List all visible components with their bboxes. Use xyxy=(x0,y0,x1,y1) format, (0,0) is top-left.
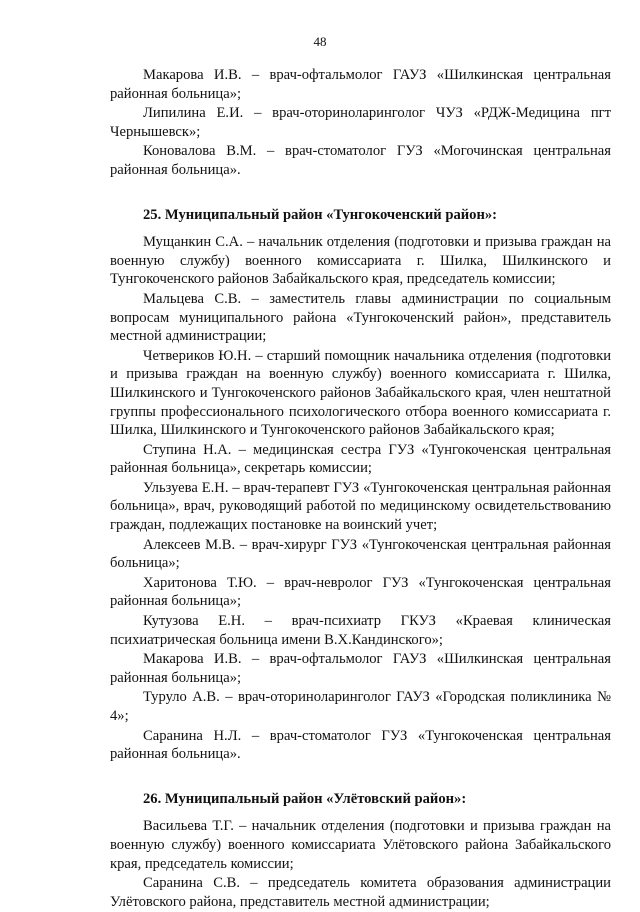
page-number: 48 xyxy=(313,34,327,49)
paragraph: Липилина Е.И. – врач-оториноларинголог ЧУЗ «РДЖ-Медицина пгт Чернышевск»; xyxy=(110,105,611,140)
section-heading: 25. Муниципальный район «Тунгокоченский район»: xyxy=(143,206,498,223)
paragraph: Четвериков Ю.Н. – старший помощник начальника отделения (подготовки и призыва граждан на военную службу) военного комиссариата г. Шилка, Шилкинского и Тунгокоченского районов Забайкальского края, член нештатной группы профессионального психологического отбора военного комиссариата г. Шилка, Шилкинского и Тунгокоченского районов Забайкальского края; xyxy=(110,347,611,439)
paragraph: Коновалова В.М. – врач-стоматолог ГУЗ «Могочинская центральная районная больница». xyxy=(110,143,611,178)
paragraph: Кутузова Е.Н. – врач-психиатр ГКУЗ «Краевая клиническая психиатрическая больница имени В.Х.Кандинского»; xyxy=(110,613,611,648)
paragraph: Туруло А.В. – врач-оториноларинголог ГАУЗ «Городская поликлиника № 4»; xyxy=(110,689,611,724)
paragraph: Ульзуева Е.Н. – врач-терапевт ГУЗ «Тунгокоченская центральная районная больница», врач, руководящий работой по медицинскому освидетельствованию граждан, подлежащих постановке на воинский учет; xyxy=(110,479,611,534)
paragraph: Мальцева С.В. – заместитель главы администрации по социальным вопросам муниципального района «Тунгокоченский район», представитель местной администрации; xyxy=(110,290,611,345)
paragraph: Саранина С.В. – председатель комитета образования администрации Улётовского района, представитель местной администрации; xyxy=(110,875,611,910)
paragraph: Ступина Н.А. – медицинская сестра ГУЗ «Тунгокоченская центральная районная больница», секретарь комиссии; xyxy=(110,441,611,477)
paragraph: Макарова И.В. – врач-офтальмолог ГАУЗ «Шилкинская центральная районная больница»; xyxy=(110,651,611,686)
paragraph: Мущанкин С.А. – начальник отделения (подготовки и призыва граждан на военную службу) военного комиссариата г. Шилка, Шилкинского и Тунгокоченского районов Забайкальского края, председатель комиссии; xyxy=(110,234,611,288)
paragraph: Васильева Т.Г. – начальник отделения (подготовки и призыва граждан на военную службу) военного комиссариата Улётовского района Забайкальского края, председатель комиссии; xyxy=(110,818,611,872)
paragraph: Макарова И.В. – врач-офтальмолог ГАУЗ «Шилкинская центральная районная больница»; xyxy=(110,67,611,102)
paragraph: Харитонова Т.Ю. – врач-невролог ГУЗ «Тунгокоченская центральная районная больница»; xyxy=(110,574,611,610)
paragraph: Саранина Н.Л. – врач-стоматолог ГУЗ «Тунгокоченская центральная районная больница». xyxy=(110,727,611,763)
document-body xyxy=(110,66,611,912)
paragraph: Алексеев М.В. – врач-хирург ГУЗ «Тунгокоченская центральная районная больница»; xyxy=(110,536,611,572)
section-heading: 26. Муниципальный район «Улётовский район»: xyxy=(143,790,467,807)
